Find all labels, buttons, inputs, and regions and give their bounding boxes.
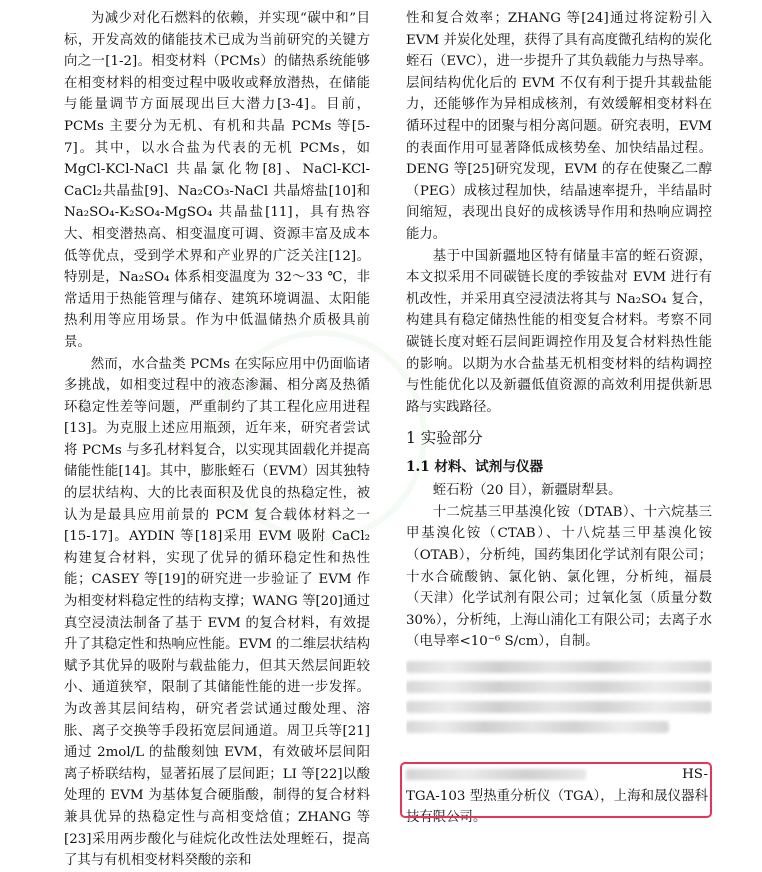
intro-paragraph-1: 为减少对化石燃料的依赖，并实现“碳中和”目标，开发高效的储能技术已成为当前研究的关键方向之一[1-2]。相变材料（PCMs）的储热系统能够在相变材料的相变过程中吸收或释放潜热，在储能与能量调节方面展现出巨大潜力[3-4]。目前，PCMs 主要分为无机、有机和共晶 PCMs 等[5-7]。其中，以水合盐为代表的无机 PCMs，如 MgCl-KCl-NaCl 共晶氯化物[8]、NaCl-KCl-CaCl₂共晶盐[9]、Na₂CO₃-NaCl 共晶熔盐[10]和 Na₂SO₄-K₂SO₄-MgSO₄ 共晶盐[11]，具有热容大、相变潜热高、相变温度可调、资源丰富及成本低等优点，受到学术界和产业界的广泛关注[12]。特别是，Na₂SO₄ 体系相变温度为 32～33 ℃，非常适用于热能管理与储存、建筑环境调温、太阳能热利用等应用场景。作为中低温储热介质极具前景。 [64,11,370,350]
blurred-line [406,661,712,673]
blurred-line [406,701,712,713]
highlight-line-tail: HS- [682,767,708,782]
blurred-line [406,681,712,693]
highlight-line-body: TGA-103 型热重分析仪（TGA），上海和晟仪器科技有限公司。 [406,788,708,826]
intro-paragraph-2: 然而，水合盐类 PCMs 在实际应用中仍面临诸多挑战，如相变过程中的液态渗漏、相分离及热循环稳定性差等问题，严重制约了其工程化应用进程[13]。为克服上述应用瓶颈，近年来，研究者尝试将 PCMs 与多孔材料复合，以实现其固载化并提高储能性能[14]。其中，膨胀蛭石（EVM）因其独特的层状结构、大的比表面积及优良的热稳定性，被认为是最具应用前景的 PCM 复合载体材料之一[15-17]。AYDIN 等[18]采用 EVM 吸附 CaCl₂ 构建复合材料，实现了优异的循环稳定性和热性能；CASEY 等[19]的研究进一步验证了 EVM 作为相变材料稳定性的结构支撑；WANG 等[20]通过真空浸渍法制备了基于 EVM 的复合材料，有效提升了其稳定性和热响应性能。EVM 的二维层状结构赋予其优异的吸附与载盐能力，但其天然层间距较小、通道狭窄，限制了其储能性能的进一步发挥。为改善其层间结构，研究者尝试通过酸处理、溶胀、离子交换等手段拓宽层间通道。周卫兵等[21]通过 2mol/L 的盐酸刻蚀 EVM，有效破坏层间阳离子桥联结构，显著拓展了层间距；LI 等[22]以酸处理的 EVM 为基体复合硬脂酸，制得的复合材料兼具优异的热稳定性与高相变焓值；ZHANG 等[23]采用两步酸化与硅烷化改性法处理蛭石，提高了其与有机相变材料癸酸的亲和 [64,356,370,869]
section-title: 1 实验部分 [406,429,483,448]
right-column [406,8,712,753]
highlight-box [400,762,712,818]
intro-paragraph-4: 基于中国新疆地区特有储量丰富的蛭石资源，本文拟采用不同碳链长度的季铵盐对 EVM 进行有机改性，并采用真空浸渍法将其与 Na₂SO₄ 复合，构建具有稳定储热性能的相变复合材料。考察不同碳链长度对蛭石层间距调控作用及复合材料热性能的影响。以期为水合盐基无机相变材料的结构调控与性能优化以及新疆低值资源的高效利用提供新思路与实践路径。 [406,248,712,415]
left-column [64,8,370,872]
subsection-title: 1.1 材料、试剂与仪器 [406,459,544,476]
reagents-paragraph: 十二烷基三甲基溴化铵（DTAB）、十六烷基三甲基溴化铵（CTAB）、十八烷基三甲基溴化铵（OTAB），分析纯，国药集团化学试剂有限公司；十水合硫酸钠、氯化钠、氯化锂，分析纯，福晨（天津）化学试剂有限公司；过氧化氢（质量分数 30%），分析纯，上海山浦化工有限公司；去离子水（电导率<10⁻⁶ S/cm），自制。 [406,504,712,650]
materials-line: 蛭石粉（20 目），新疆尉犁县。 [432,483,622,499]
blurred-line [406,721,669,733]
blurred-region [406,653,712,753]
intro-paragraph-3: 性和复合效率；ZHANG 等[24]通过将淀粉引入 EVM 并炭化处理，获得了具有高度微孔结构的炭化蛭石（EVC），进一步提升了其负载能力与热导率。层间结构优化后的 EVM 不仅有利于提升其载盐能力，还能够作为异相成核剂，有效缓解相变材料在循环过程中的团聚与相分离问题。研究表明，EVM 的表面作用可显著降低成核势垒、加快结晶过程。DENG 等[25]研究发现，EVM 的存在使聚乙二醇（PEG）成核过程加快，结晶速率提升，半结晶时间缩短，表现出良好的成核诱导作用和热响应调控能力。 [406,11,712,242]
